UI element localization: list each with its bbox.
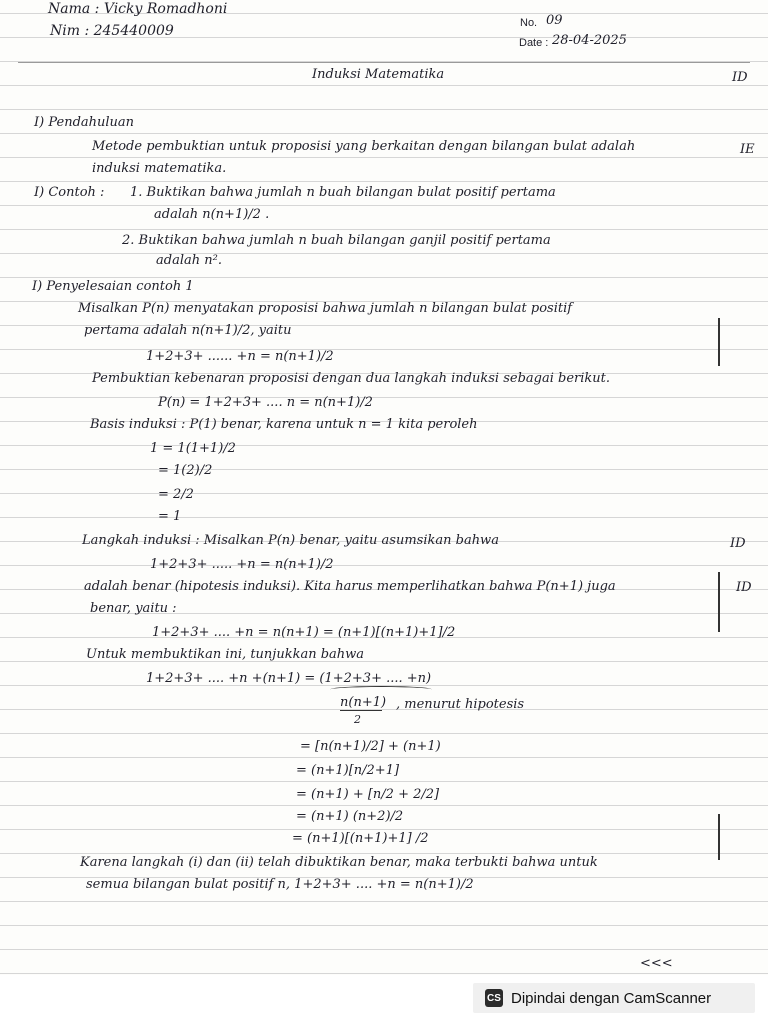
formula-line: = (n+1) (n+2)/2 bbox=[296, 809, 404, 824]
margin-mark-4: ID bbox=[736, 580, 752, 595]
no-value: 09 bbox=[546, 13, 563, 28]
underbrace bbox=[330, 686, 432, 693]
text-line: semua bilangan bulat positif n, 1+2+3+ .... +n = n(n+1)/2 bbox=[86, 877, 474, 892]
arrow-marks: <<< bbox=[640, 956, 673, 971]
header-rule bbox=[18, 62, 750, 63]
text-line: pertama adalah n(n+1)/2, yaitu bbox=[84, 323, 292, 338]
margin-mark-1: ID bbox=[732, 70, 748, 85]
section-pendahuluan-heading: I) Pendahuluan bbox=[34, 115, 135, 130]
text-line: Langkah induksi : Misalkan P(n) benar, yaitu asumsikan bahwa bbox=[82, 533, 499, 548]
text-line: , menurut hipotesis bbox=[396, 697, 525, 712]
text-line: adalah n². bbox=[156, 253, 222, 268]
page-title: Induksi Matematika bbox=[312, 67, 445, 82]
section-contoh-heading: I) Contoh : bbox=[34, 185, 105, 200]
formula-line: 1+2+3+ ...... +n = n(n+1)/2 bbox=[146, 349, 334, 364]
date-value: 28-04-2025 bbox=[552, 33, 627, 48]
margin-mark-3: ID bbox=[730, 536, 746, 551]
text-line: 1. Buktikan bahwa jumlah n buah bilangan bulat positif pertama bbox=[130, 185, 556, 200]
camscanner-text: Dipindai dengan CamScanner bbox=[511, 989, 712, 1007]
margin-bracket bbox=[718, 318, 720, 366]
formula-line: = (n+1)[(n+1)+1] /2 bbox=[292, 831, 429, 846]
text-line: benar, yaitu : bbox=[90, 601, 177, 616]
text-line: Metode pembuktian untuk proposisi yang berkaitan dengan bilangan bulat adalah bbox=[92, 139, 636, 154]
student-nim: Nim : 245440009 bbox=[50, 23, 174, 39]
formula-line: 1+2+3+ ..... +n = n(n+1)/2 bbox=[150, 557, 334, 572]
fraction-bar bbox=[340, 710, 382, 711]
text-line: adalah benar (hipotesis induksi). Kita harus memperlihatkan bahwa P(n+1) juga bbox=[84, 579, 616, 594]
text-line: induksi matematika. bbox=[92, 161, 227, 176]
section-penyelesaian-heading: I) Penyelesaian contoh 1 bbox=[32, 279, 194, 294]
text-line: Basis induksi : P(1) benar, karena untuk n = 1 kita peroleh bbox=[90, 417, 478, 432]
date-label: Date : bbox=[519, 37, 549, 49]
formula-line: = [n(n+1)/2] + (n+1) bbox=[300, 739, 441, 754]
fraction-numerator: n(n+1) bbox=[340, 695, 387, 710]
fraction-denominator: 2 bbox=[354, 713, 361, 726]
text-line: Misalkan P(n) menyatakan proposisi bahwa jumlah n bilangan bulat positif bbox=[78, 301, 573, 316]
text-line: adalah n(n+1)/2 . bbox=[154, 207, 270, 222]
formula-line: 1 = 1(1+1)/2 bbox=[150, 441, 236, 456]
formula-line: = (n+1)[n/2+1] bbox=[296, 763, 400, 778]
text-line: Pembuktian kebenaran proposisi dengan dua langkah induksi sebagai berikut. bbox=[92, 371, 611, 386]
formula-line: = 2/2 bbox=[158, 487, 194, 502]
formula-line: = 1 bbox=[158, 509, 182, 524]
margin-bracket bbox=[718, 814, 720, 860]
text-line: Karena langkah (i) dan (ii) telah dibuktikan benar, maka terbukti bahwa untuk bbox=[80, 855, 598, 870]
student-name: Nama : Vicky Romadhoni bbox=[48, 1, 228, 17]
margin-mark-2: IE bbox=[740, 142, 755, 157]
camscanner-logo-icon: CS bbox=[485, 989, 503, 1007]
formula-line: 1+2+3+ .... +n = n(n+1) = (n+1)[(n+1)+1]/2 bbox=[152, 625, 456, 640]
margin-bracket bbox=[718, 572, 720, 632]
formula-line: 1+2+3+ .... +n +(n+1) = (1+2+3+ .... +n) bbox=[146, 671, 432, 686]
text-line: 2. Buktikan bahwa jumlah n buah bilangan ganjil positif pertama bbox=[122, 233, 551, 248]
formula-line: = (n+1) + [n/2 + 2/2] bbox=[296, 787, 440, 802]
formula-line: P(n) = 1+2+3+ .... n = n(n+1)/2 bbox=[158, 395, 373, 410]
text-line: Untuk membuktikan ini, tunjukkan bahwa bbox=[86, 647, 365, 662]
formula-line: = 1(2)/2 bbox=[158, 463, 213, 478]
camscanner-watermark bbox=[473, 983, 755, 1013]
no-label: No. bbox=[520, 17, 538, 29]
